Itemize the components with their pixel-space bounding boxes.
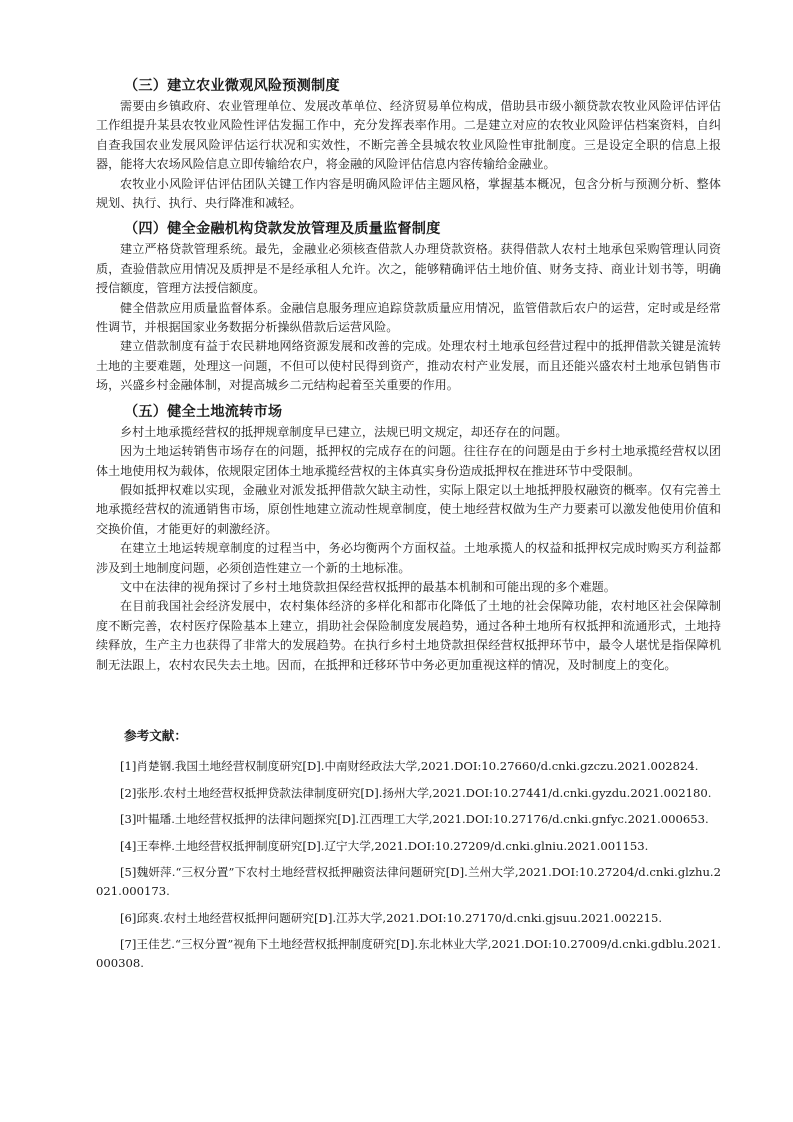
references-section [96, 726, 721, 981]
reference-item: [5]魏妍萍.“三权分置”下农村土地经营权抵押融资法律问题研究[D].兰州大学,2021.DOI:10.27204/d.cnki.glzhu.2021.000173. [96, 865, 721, 899]
section-four [96, 219, 721, 395]
section-five [96, 402, 721, 675]
reference-item: [4]王奉桦.土地经营权抵押制度研究[D].辽宁大学,2021.DOI:10.27209/d.cnki.glniu.2021.001153. [120, 838, 649, 853]
reference-item: [6]邱爽.农村土地经营权抵押问题研究[D].江苏大学,2021.DOI:10.27170/d.cnki.gjsuu.2021.002215. [120, 910, 663, 925]
reference-item: [1]肖楚钢.我国土地经营权制度研究[D].中南财经政法大学,2021.DOI:10.27660/d.cnki.gzczu.2021.002824. [120, 759, 699, 773]
paragraph: 文中在法律的视角探讨了乡村土地贷款担保经营权抵押的最基本机制和可能出现的多个难题。 [120, 579, 616, 594]
reference-item: [3]叶韫璠.土地经营权抵押的法律问题探究[D].江西理工大学,2021.DOI:10.27176/d.cnki.gnfyc.2021.000653. [120, 812, 709, 826]
paragraph: 在建立土地运转规章制度的过程当中，务必均衡两个方面权益。土地承揽人的权益和抵押权完成时购买方利益都涉及到土地制度问题，必须创造性建立一个新的土地标准。 [96, 541, 721, 575]
paragraph: 农牧业小风险评估评估团队关键工作内容是明确风险评估主题风格，掌握基本概况，包含分析与预测分析、整体规划、执行、执行、央行降准和减轻。 [96, 176, 721, 211]
section-heading: （三）建立农业微观风险预测制度 [124, 78, 340, 94]
paragraph: 在目前我国社会经济发展中，农村集体经济的多样化和都市化降低了土地的社会保障功能，农村地区社会保障制度不断完善，农村医疗保险基本上建立，捐助社会保险制度发展趋势，通过各种土地所有权抵押和流通形式，土地持续释放，生产主力也获得了非常大的发展趋势。在执行乡村土地贷款担保经营权抵押环节中，最令人堪忧是指保障机制无法跟上，农村农民失去土地。因而，在抵押和迁移环节中务必更加重视这样的情况，及时制度上的变化。 [96, 599, 721, 672]
paragraph: 健全借款应用质量监督体系。金融信息服务理应追踪贷款质量应用情况，监管借款后农户的运营，定时或是经常性调节，并根据国家业务数据分析操纵借款后运营风险。 [96, 300, 721, 335]
paragraph: 因为土地运转销售市场存在的问题，抵押权的完成存在的问题。往往存在的问题是由于乡村土地承揽经营权以团体土地使用权为载体，依规限定团体土地承揽经营权的主体真实身份造成抵押权在推进环节中受限制。 [96, 444, 721, 478]
paragraph: 建立严格贷款管理系统。最先，金融业必须核查借款人办理贷款资格。获得借款人农村土地承包采购管理认同资质，查验借款应用情况及质押是不是经承租人允许。次之，能够精确评估土地价值、财务支持、商业计划书等，明确授信额度，管理方法授信额度。 [96, 242, 721, 296]
section-heading: （四）健全金融机构贷款发放管理及质量监督制度 [124, 221, 441, 238]
section-three [96, 76, 721, 213]
references-heading: 参考文献： [124, 728, 187, 743]
reference-item: [2]张彤.农村土地经营权抵押贷款法律制度研究[D].扬州大学,2021.DOI:10.27441/d.cnki.gyzdu.2021.002180. [120, 785, 712, 800]
paragraph: 乡村土地承揽经营权的抵押规章制度早已建立，法规已明文规定，却还存在的问题。 [120, 424, 568, 439]
paragraph: 假如抵押权难以实现，金融业对派发抵押借款欠缺主动性，实际上限定以土地抵押股权融资的概率。仅有完善土地承揽经营权的流通销售市场，原创性地建立流动性规章制度，使土地经营权做为生产力要素可以激发他使用价值和交换价值，才能更好的刺激经济。 [96, 482, 721, 536]
body-content [96, 76, 721, 675]
paragraph: 建立借款制度有益于农民耕地网络资源发展和改善的完成。处理农村土地承包经营过程中的抵押借款关键是流转土地的主要难题，处理这一问题，不但可以使村民得到资产，推动农村产业发展，而且还能兴盛农村土地承包销售市场，兴盛乡村金融体制，对提高城乡二元结构起着至关重要的作用。 [96, 339, 721, 393]
paragraph: 需要由乡镇政府、农业管理单位、发展改革单位、经济贸易单位构成，借助县市级小额贷款农牧业风险评估评估工作组提升某县农牧业风险性评估发掘工作中，充分发挥表率作用。二是建立对应的农牧业风险评估档案资料，自纠自查我国农业发展风险评估运行状况和实效性，不断完善全县城农牧业风险性审批制度。三是设定全职的信息上报器，能将大农场风险信息立即传输给农户，将金融的风险评估信息内容传输给金融业。 [96, 99, 721, 172]
section-heading: （五）健全土地流转市场 [124, 403, 283, 420]
reference-item: [7]王佳艺.“三权分置”视角下土地经营权抵押制度研究[D].东北林业大学,2021.DOI:10.27009/d.cnki.gdblu.2021.000308. [96, 937, 721, 971]
